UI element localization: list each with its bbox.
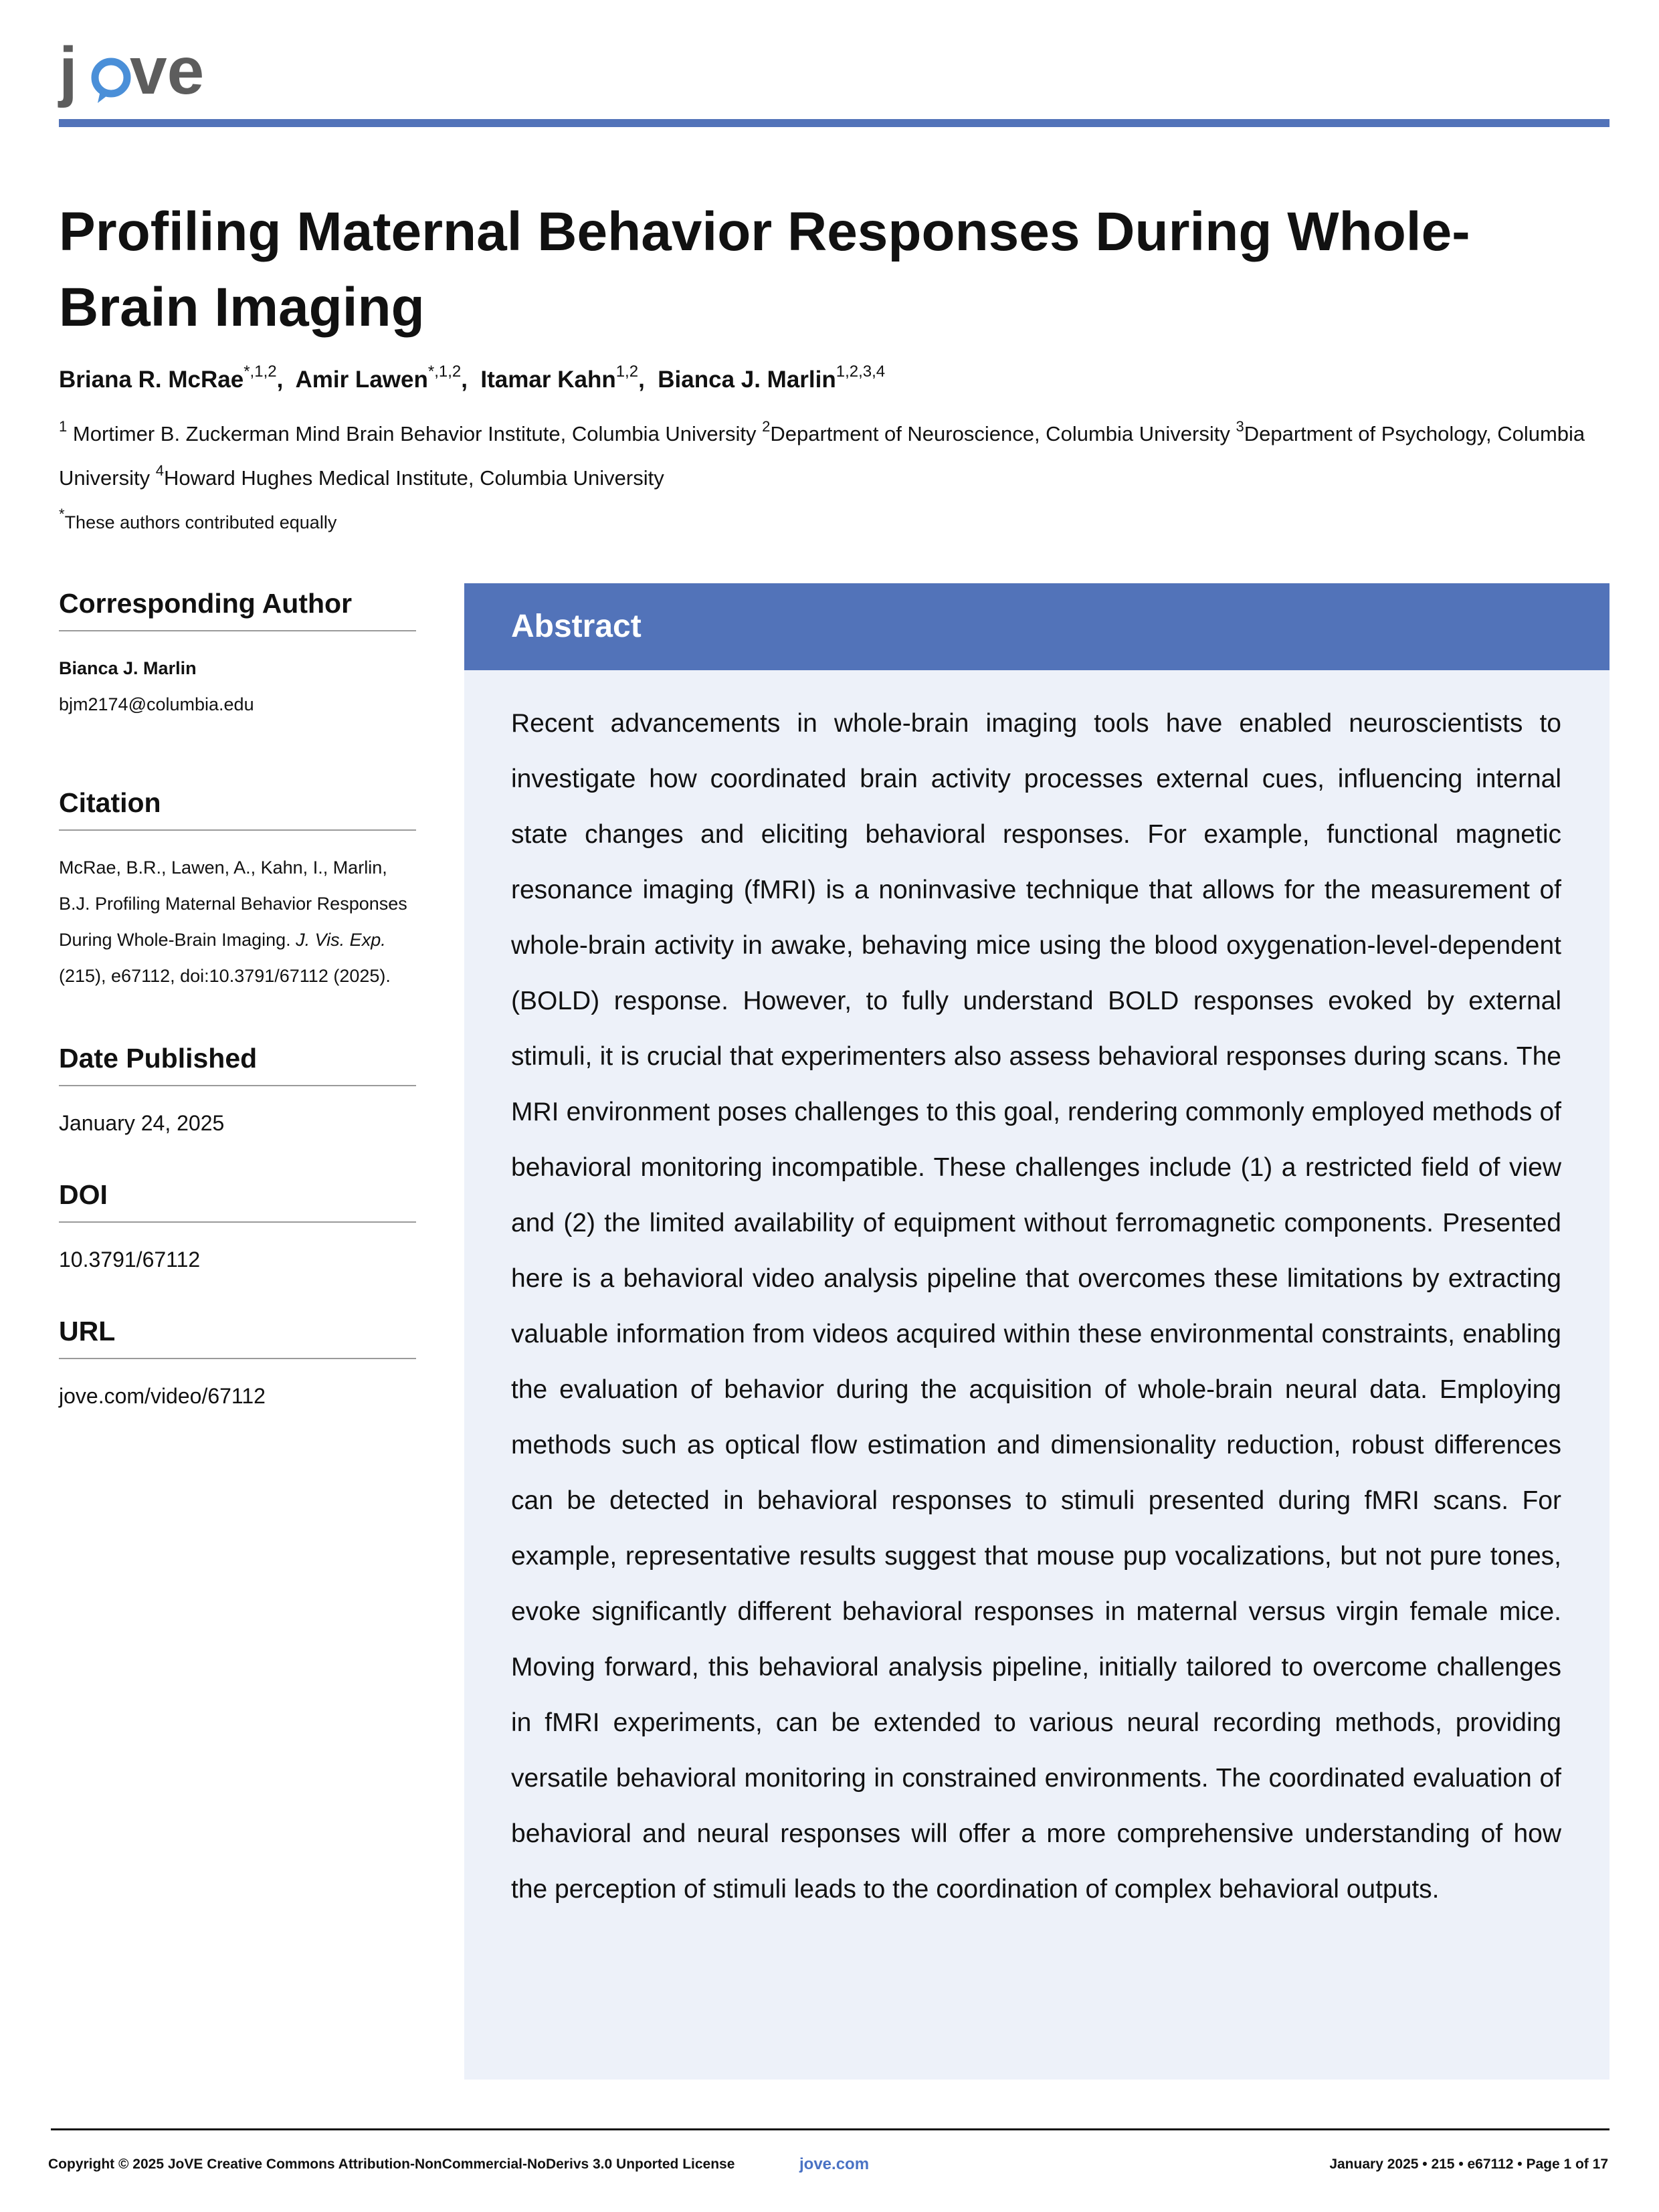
doi-value[interactable]: 10.3791/67112	[59, 1247, 201, 1272]
affiliation-text: Howard Hughes Medical Institute, Columbia University	[163, 466, 664, 490]
section-heading: DOI	[59, 1175, 416, 1223]
footer-rule	[51, 2128, 1609, 2130]
affiliation-text: Department of Psychology, Columbia University	[59, 422, 1585, 490]
author-affiliation-marks: 1,2,3,4	[836, 363, 886, 381]
author-affiliation-marks: *,1,2	[243, 363, 277, 381]
url-value[interactable]: jove.com/video/67112	[59, 1384, 266, 1408]
equal-contribution-note	[59, 506, 336, 539]
citation-tail: (215), e67112, doi:10.3791/67112 (2025).	[59, 966, 391, 986]
svg-text:j: j	[59, 33, 78, 108]
section-heading: Citation	[59, 783, 416, 831]
citation-section	[59, 783, 416, 994]
affiliation-number: 4	[155, 462, 164, 479]
header-accent-bar	[59, 119, 1609, 127]
jove-logo[interactable]	[59, 33, 205, 112]
citation-text	[59, 849, 416, 994]
affiliation-text: Department of Neuroscience, Columbia University	[770, 422, 1230, 445]
doi-section	[59, 1175, 416, 1278]
section-heading: Date Published	[59, 1038, 416, 1086]
url-section	[59, 1311, 416, 1414]
author-name[interactable]: Amir Lawen	[295, 367, 428, 393]
footer-page-info: January 2025 • 215 • e67112 • Page 1 of 17	[1329, 2156, 1608, 2172]
affiliation-number: 2	[762, 418, 771, 435]
footer-copyright: Copyright © 2025 JoVE Creative Commons Attribution-NonCommercial-NoDerivs 3.0 Unported License	[48, 2156, 735, 2172]
paper-title: Profiling Maternal Behavior Responses During Whole-Brain Imaging	[59, 201, 1470, 338]
affiliation-text: Mortimer B. Zuckerman Mind Brain Behavior Institute, Columbia University	[72, 422, 757, 445]
author-name[interactable]: Briana R. McRae	[59, 367, 244, 393]
section-heading: URL	[59, 1311, 416, 1359]
author-affiliation-marks: *,1,2	[427, 363, 462, 381]
date-published-value: January 24, 2025	[59, 1111, 225, 1135]
footer-site-link[interactable]: jove.com	[799, 2155, 870, 2173]
corresponding-author-email[interactable]: bjm2174@columbia.edu	[59, 694, 254, 714]
affiliation-number: 1	[59, 418, 68, 435]
abstract-body: Recent advancements in whole-brain imaging tools have enabled neuroscientists to investigate how coordinated brain activity processes external cues, influencing internal state changes and eliciting behavioral responses. For example, functional magnetic resonance imaging (fMRI) is a noninvasive technique that allows for the measurement of whole-brain activity in awake, behaving mice using the blood oxygenation-level-dependent (BOLD) response. However, to fully understand BOLD responses evoked by external stimuli, it is crucial that experimenters also assess behavioral responses during scans. The MRI environment poses challenges to this goal, rendering commonly employed methods of behavioral monitoring incompatible. These challenges include (1) a restricted field of view and (2) the limited availability of equipment without ferromagnetic components. Presented here is a behavioral video analysis pipeline that overcomes these limitations by extracting valuable information from videos acquired within these environmental constraints, enabling the evaluation of behavior during the acquisition of whole-brain neural data. Employing methods such as optical flow estimation and dimensionality reduction, robust differences can be detected in behavioral responses to stimuli presented during fMRI scans. For example, representative results suggest that mouse pup vocalizations, but not pure tones, evoke significantly different behavioral responses in maternal versus virgin female mice. Moving forward, this behavioral analysis pipeline, initially tailored to overcome challenges in fMRI experiments, can be extended to various neural recording methods, providing versatile behavioral monitoring in constrained environments. The coordinated evaluation of behavioral and neural responses will offer a more comprehensive understanding of how the perception of stimuli leads to the coordination of complex behavioral outputs.	[511, 709, 1561, 1904]
author-name[interactable]: Itamar Kahn	[480, 367, 616, 393]
corresponding-author-section	[59, 583, 416, 722]
note-text: These authors contributed equally	[64, 512, 337, 532]
jove-logo-mark	[59, 33, 205, 112]
corresponding-author-name: Bianca J. Marlin	[59, 658, 197, 678]
date-published-section	[59, 1038, 416, 1141]
affiliation-number: 3	[1236, 418, 1244, 435]
citation-main: McRae, B.R., Lawen, A., Kahn, I., Marlin, B.J. Profiling Maternal Behavior Responses During Whole-Brain Imaging.	[59, 858, 407, 950]
article-info-sidebar	[59, 583, 416, 1441]
section-heading: Corresponding Author	[59, 583, 416, 631]
author-list: Briana R. McRae$^{*,1,2}$, Amir Lawen$^{*,1,2}$, Itamar Kahn$^{1,2}$, Bianca J. Marlin$^{1,2,3,4}$	[59, 363, 886, 393]
abstract-heading: Abstract	[464, 583, 1609, 670]
svg-text:ve: ve	[130, 33, 205, 108]
note-symbol: *	[59, 506, 65, 522]
abstract-panel	[464, 583, 1609, 2080]
author-affiliation-marks: 1,2	[615, 363, 639, 381]
affiliations	[59, 412, 1597, 500]
citation-journal: J. Vis. Exp.	[296, 930, 386, 950]
author-name[interactable]: Bianca J. Marlin	[658, 367, 836, 393]
